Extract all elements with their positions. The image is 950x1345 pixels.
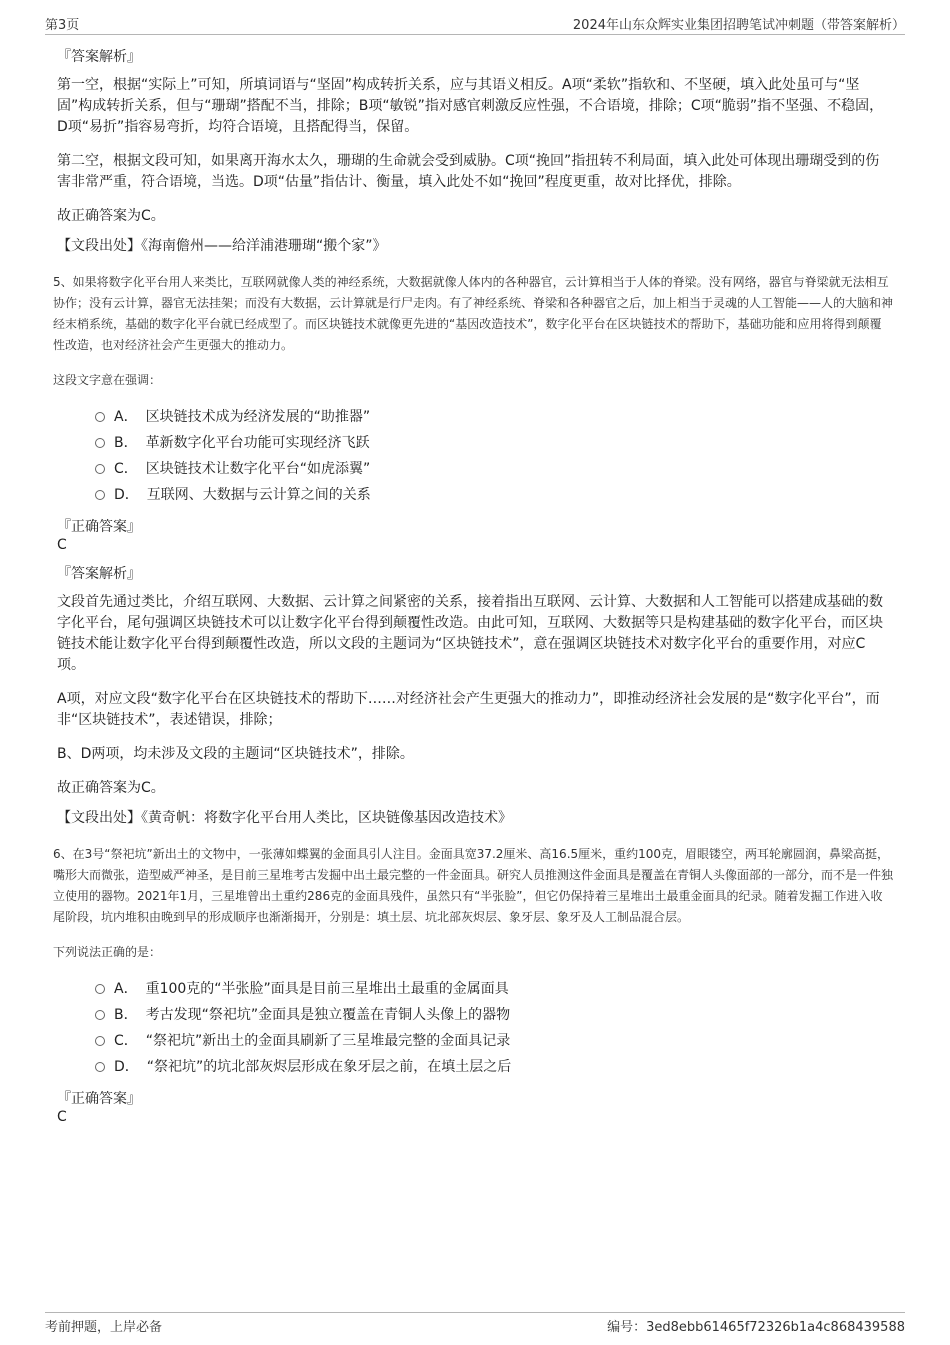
option-list (95, 404, 893, 508)
analysis-paragraph: 第二空，根据文段可知，如果离开海水太久，珊瑚的生命就会受到威胁。C项“挽回”指扭转不利局面，填入此处可体现出珊瑚受到的伤害非常严重，符合语境，当选。D项“估量”指估计、衡量，填入此处不如“挽回”程度更重，故对比择优，排除。 (57, 153, 880, 190)
radio-icon[interactable] (95, 1010, 105, 1020)
footer-slogan: 考前押题，上岸必备 (45, 1320, 163, 1335)
analysis-paragraph: A项，对应文段“数字化平台在区块链技术的帮助下……对经济社会产生更强大的推动力”，即推动经济社会发展的是“数字化平台”，而非“区块链技术”，表述错误，排除； (57, 691, 880, 728)
question-text: 6、在3号“祭祀坑”新出土的文物中，一张薄如蝶翼的金面具引人注目。金面具宽37.2厘米、高16.5厘米，重约100克，眉眼镂空，两耳轮廓圆润，鼻梁高挺，嘴形大而微张，造型威严神圣，是目前三星堆考古发掘中出土最完整的一件金面具。研究人员推测这件金面具是覆盖在青铜人头像面部的一部分，而不是一件独立使用的器物。2021年1月，三星堆曾出土重约286克的金面具残件，虽然只有“半张脸”，但它仍保持着三星堆出土最重金面具的纪录。随着发掘工作进入收尾阶段，坑内堆积由晚到早的形成顺序也渐渐揭开，分别是：填土层、坑北部灰烬层、象牙层、象牙及人工制品混合层。 (53, 847, 894, 924)
option-b[interactable]: B． 革新数字化平台功能可实现经济飞跃 (95, 430, 893, 456)
answer-line: 故正确答案为C。 (57, 208, 165, 224)
option-c[interactable]: C． 区块链技术让数字化平台“如虎添翼” (95, 456, 893, 482)
radio-icon[interactable] (95, 984, 105, 994)
answer-line: 故正确答案为C。 (57, 780, 165, 796)
question-text: 5、如果将数字化平台用人来类比，互联网就像人类的神经系统，大数据就像人体内的各种器官，云计算相当于人体的脊梁。没有网络，器官与脊梁就无法相互协作；没有云计算，器官无法挂架；而没有大数据，云计算就是行尸走肉。有了神经系统、脊梁和各种器官之后，加上相当于灵魂的人工智能——人的大脑和神经末梢系统，基础的数字化平台就已经成型了。而区块链技术就像更先进的“基因改造技术”，数字化平台在区块链技术的帮助下，基础功能和应用将得到颠覆性改造，也对经济社会产生更强大的推动力。 (53, 275, 894, 352)
analysis-paragraph: 文段首先通过类比，介绍互联网、大数据、云计算之间紧密的关系，接着指出互联网、云计算、大数据和人工智能可以搭建成基础的数字化平台，尾句强调区块链技术可以让数字化平台得到颠覆性改造。由此可知，互联网、大数据等只是构建基础的数字化平台，而区块链技术能让数字化平台得到颠覆性改造，所以文段的主题词为“区块链技术”，意在强调区块链技术对数字化平台的重要作用，对应C项。 (57, 594, 883, 673)
analysis-paragraph: 第一空，根据“实际上”可知，所填词语与“坚固”构成转折关系，应与其语义相反。A项“柔软”指软和、不坚硬，填入此处虽可与“坚固”构成转折关系，但与“珊瑚”搭配不当，排除；B项“敏锐”指对感官刺激反应性强，不合语境，排除；C项“脆弱”指不坚强、不稳固，D项“易折”指容易弯折，均符合语境，且搭配得当，保留。 (57, 77, 884, 135)
correct-answer-label: 『正确答案』 (57, 519, 141, 535)
correct-answer-label: 『正确答案』 (57, 1091, 141, 1107)
document-title: 2024年山东众辉实业集团招聘笔试冲刺题（带答案解析） (572, 18, 905, 33)
option-d[interactable]: D． “祭祀坑”的坑北部灰烬层形成在象牙层之前，在填土层之后 (95, 1054, 893, 1080)
source-citation: 【文段出处】《黄奇帆：将数字化平台用人类比，区块链像基因改造技术》 (57, 810, 512, 826)
option-b[interactable]: B． 考古发现“祭祀坑”金面具是独立覆盖在青铜人头像上的器物 (95, 1002, 893, 1028)
option-a[interactable]: A． 区块链技术成为经济发展的“助推器” (95, 404, 893, 430)
page-number: 第3页 (45, 18, 80, 33)
radio-icon[interactable] (95, 412, 105, 422)
radio-icon[interactable] (95, 438, 105, 448)
option-list (95, 976, 893, 1080)
option-d[interactable]: D． 互联网、大数据与云计算之间的关系 (95, 482, 893, 508)
footer-serial: 编号：3ed8ebb61465f72326b1a4c868439588 (607, 1320, 905, 1335)
document-body (53, 47, 894, 1136)
correct-answer: C (57, 1109, 67, 1125)
question-prompt: 这段文字意在强调： (53, 373, 162, 387)
option-c[interactable]: C． “祭祀坑”新出土的金面具刷新了三星堆最完整的金面具记录 (95, 1028, 893, 1054)
analysis-paragraph: B、D两项，均未涉及文段的主题词“区块链技术”，排除。 (57, 746, 414, 762)
radio-icon[interactable] (95, 1036, 105, 1046)
correct-answer: C (57, 537, 67, 553)
option-a[interactable]: A． 重100克的“半张脸”面具是目前三星堆出土最重的金属面具 (95, 976, 893, 1002)
radio-icon[interactable] (95, 490, 105, 500)
radio-icon[interactable] (95, 464, 105, 474)
analysis-label: 『答案解析』 (57, 49, 141, 65)
source-citation: 【文段出处】《海南儋州——给洋浦港珊瑚“搬个家”》 (57, 238, 387, 254)
radio-icon[interactable] (95, 1062, 105, 1072)
question-prompt: 下列说法正确的是： (53, 945, 162, 959)
analysis-label: 『答案解析』 (57, 566, 141, 582)
page-footer (45, 1312, 905, 1335)
page-header (45, 14, 905, 35)
